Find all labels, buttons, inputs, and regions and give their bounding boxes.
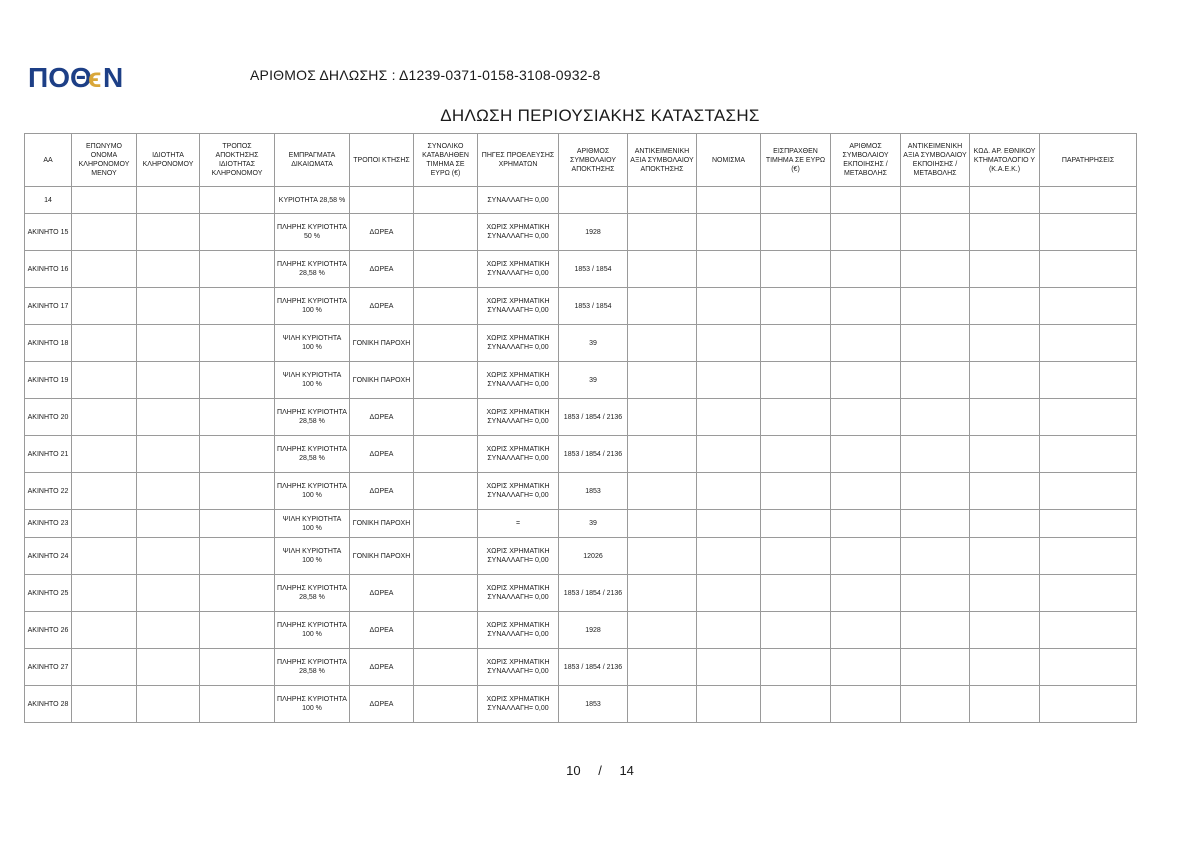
- header-row: [25, 134, 1137, 187]
- column-header: ΤΡΟΠΟΣ ΑΠΟΚΤΗΣΗΣ ΙΔΙΟΤΗΤΑΣ ΚΛΗΡΟΝΟΜΟΥ: [200, 134, 275, 187]
- table-cell: [901, 510, 970, 538]
- table-cell: [72, 251, 137, 288]
- table-cell: [697, 510, 761, 538]
- table-cell: 39: [559, 510, 628, 538]
- table-cell: [901, 251, 970, 288]
- table-cell: [761, 575, 831, 612]
- table-cell: [970, 362, 1040, 399]
- table-cell: ΠΛΗΡΗΣ ΚΥΡΙΟΤΗΤΑ 100 %: [275, 686, 350, 723]
- table-cell: [901, 399, 970, 436]
- table-cell: [697, 649, 761, 686]
- table-cell: [414, 436, 478, 473]
- table-cell: ΑΚΙΝΗΤΟ 18: [25, 325, 72, 362]
- table-cell: ΠΛΗΡΗΣ ΚΥΡΙΟΤΗΤΑ 50 %: [275, 214, 350, 251]
- column-header: ΠΑΡΑΤΗΡΗΣΕΙΣ: [1040, 134, 1137, 187]
- table-cell: [697, 686, 761, 723]
- table-cell: [137, 473, 200, 510]
- table-cell: 39: [559, 325, 628, 362]
- table-cell: [628, 473, 697, 510]
- table-cell: ΔΩΡΕΑ: [350, 575, 414, 612]
- table-cell: [72, 436, 137, 473]
- table-cell: 1853 / 1854: [559, 288, 628, 325]
- table-cell: [628, 649, 697, 686]
- table-cell: [1040, 214, 1137, 251]
- table-cell: [200, 436, 275, 473]
- table-cell: [559, 187, 628, 214]
- table-cell: 1853 / 1854: [559, 251, 628, 288]
- table-cell: ΔΩΡΕΑ: [350, 399, 414, 436]
- table-cell: [414, 649, 478, 686]
- table-cell: ΑΚΙΝΗΤΟ 22: [25, 473, 72, 510]
- table-cell: [970, 649, 1040, 686]
- table-cell: [414, 686, 478, 723]
- table-cell: 1853 / 1854 / 2136: [559, 436, 628, 473]
- table-cell: [901, 288, 970, 325]
- table-cell: [901, 187, 970, 214]
- table-body: [25, 187, 1137, 723]
- table-cell: [761, 686, 831, 723]
- table-cell: [200, 362, 275, 399]
- table-row: [25, 214, 1137, 251]
- table-cell: [761, 538, 831, 575]
- table-cell: [761, 325, 831, 362]
- table-cell: ΓΟΝΙΚΗ ΠΑΡΟΧΗ: [350, 510, 414, 538]
- table-cell: [200, 649, 275, 686]
- table-cell: ΑΚΙΝΗΤΟ 19: [25, 362, 72, 399]
- current-page: 10: [566, 763, 581, 778]
- table-cell: 1928: [559, 214, 628, 251]
- table-cell: [200, 187, 275, 214]
- table-cell: [901, 612, 970, 649]
- table-cell: [414, 473, 478, 510]
- table-cell: [137, 510, 200, 538]
- table-row: [25, 251, 1137, 288]
- table-cell: [970, 510, 1040, 538]
- table-cell: [697, 473, 761, 510]
- table-cell: [1040, 575, 1137, 612]
- table-cell: [831, 538, 901, 575]
- table-cell: [697, 399, 761, 436]
- table-cell: [628, 362, 697, 399]
- column-header: ΕΙΣΠΡΑΧΘΕΝ ΤΙΜΗΜΑ ΣΕ ΕΥΡΩ (€): [761, 134, 831, 187]
- table-cell: [831, 649, 901, 686]
- table-cell: ΧΩΡΙΣ ΧΡΗΜΑΤΙΚΗ ΣΥΝΑΛΛΑΓΗ= 0,00: [478, 362, 559, 399]
- column-header: ΑΝΤΙΚΕΙΜΕΝΙΚΗ ΑΞΙΑ ΣΥΜΒΟΛΑΙΟΥ ΕΚΠΟΙΗΣΗΣ / ΜΕΤΑΒΟΛΗΣ: [901, 134, 970, 187]
- table-cell: ΨΙΛΗ ΚΥΡΙΟΤΗΤΑ 100 %: [275, 510, 350, 538]
- table-cell: ΓΟΝΙΚΗ ΠΑΡΟΧΗ: [350, 362, 414, 399]
- table-cell: [628, 214, 697, 251]
- table-cell: ΓΟΝΙΚΗ ΠΑΡΟΧΗ: [350, 325, 414, 362]
- table-cell: [697, 187, 761, 214]
- table-cell: ΧΩΡΙΣ ΧΡΗΜΑΤΙΚΗ ΣΥΝΑΛΛΑΓΗ= 0,00: [478, 325, 559, 362]
- logo-letters-left: ΠΟΘ: [28, 62, 92, 92]
- table-cell: ΨΙΛΗ ΚΥΡΙΟΤΗΤΑ 100 %: [275, 538, 350, 575]
- table-cell: [72, 214, 137, 251]
- table-cell: [761, 436, 831, 473]
- table-cell: [970, 436, 1040, 473]
- table-cell: ΑΚΙΝΗΤΟ 17: [25, 288, 72, 325]
- table-cell: [628, 288, 697, 325]
- table-cell: [761, 649, 831, 686]
- table-cell: ΑΚΙΝΗΤΟ 21: [25, 436, 72, 473]
- table-cell: [901, 325, 970, 362]
- table-cell: 1853 / 1854 / 2136: [559, 575, 628, 612]
- table-cell: [414, 288, 478, 325]
- table-cell: [137, 214, 200, 251]
- table-cell: 1853: [559, 686, 628, 723]
- table-cell: ΨΙΛΗ ΚΥΡΙΟΤΗΤΑ 100 %: [275, 362, 350, 399]
- table-cell: ΠΛΗΡΗΣ ΚΥΡΙΟΤΗΤΑ 100 %: [275, 612, 350, 649]
- table-cell: ΔΩΡΕΑ: [350, 612, 414, 649]
- table-cell: ΠΛΗΡΗΣ ΚΥΡΙΟΤΗΤΑ 28,58 %: [275, 575, 350, 612]
- table-row: [25, 473, 1137, 510]
- table-cell: ΠΛΗΡΗΣ ΚΥΡΙΟΤΗΤΑ 28,58 %: [275, 399, 350, 436]
- table-cell: [901, 362, 970, 399]
- table-cell: [628, 251, 697, 288]
- table-cell: [1040, 436, 1137, 473]
- table-cell: 1853 / 1854 / 2136: [559, 399, 628, 436]
- table-cell: [831, 251, 901, 288]
- table-cell: [901, 649, 970, 686]
- column-header: ΑΡΙΘΜΟΣ ΣΥΜΒΟΛΑΙΟΥ ΕΚΠΟΙΗΣΗΣ /ΜΕΤΑΒΟΛΗΣ: [831, 134, 901, 187]
- table-cell: ΑΚΙΝΗΤΟ 27: [25, 649, 72, 686]
- table-cell: [72, 325, 137, 362]
- column-header: ΤΡΟΠΟΙ ΚΤΗΣΗΣ: [350, 134, 414, 187]
- table-cell: [831, 325, 901, 362]
- table-cell: [200, 473, 275, 510]
- table-cell: ΑΚΙΝΗΤΟ 24: [25, 538, 72, 575]
- table-row: [25, 510, 1137, 538]
- table-cell: [831, 399, 901, 436]
- table-row: [25, 362, 1137, 399]
- table-cell: ΚΥΡΙΟΤΗΤΑ 28,58 %: [275, 187, 350, 214]
- table-cell: ΑΚΙΝΗΤΟ 23: [25, 510, 72, 538]
- total-pages: 14: [619, 763, 634, 778]
- table-cell: [200, 288, 275, 325]
- table-cell: [697, 288, 761, 325]
- table-cell: [831, 473, 901, 510]
- table-cell: ΧΩΡΙΣ ΧΡΗΜΑΤΙΚΗ ΣΥΝΑΛΛΑΓΗ= 0,00: [478, 649, 559, 686]
- table-cell: [72, 510, 137, 538]
- table-cell: ΔΩΡΕΑ: [350, 251, 414, 288]
- page-separator: /: [598, 763, 602, 778]
- table-cell: [970, 538, 1040, 575]
- assets-table: [24, 133, 1137, 723]
- table-cell: [970, 325, 1040, 362]
- table-cell: [1040, 649, 1137, 686]
- table-cell: [970, 686, 1040, 723]
- table-cell: [414, 538, 478, 575]
- table-cell: [414, 575, 478, 612]
- table-cell: [414, 325, 478, 362]
- logo-letter-n: N: [103, 62, 124, 92]
- table-cell: [901, 214, 970, 251]
- table-cell: [901, 436, 970, 473]
- table-cell: [72, 612, 137, 649]
- table-cell: [697, 251, 761, 288]
- table-cell: [697, 362, 761, 399]
- table-row: [25, 612, 1137, 649]
- table-cell: [831, 362, 901, 399]
- table-cell: [628, 187, 697, 214]
- pothen-logo: [28, 62, 132, 92]
- table-cell: [697, 214, 761, 251]
- table-cell: 14: [25, 187, 72, 214]
- table-cell: [137, 251, 200, 288]
- table-cell: [72, 362, 137, 399]
- table-cell: ΔΩΡΕΑ: [350, 288, 414, 325]
- table-cell: [1040, 612, 1137, 649]
- table-cell: ΧΩΡΙΣ ΧΡΗΜΑΤΙΚΗ ΣΥΝΑΛΛΑΓΗ= 0,00: [478, 251, 559, 288]
- table-cell: [200, 399, 275, 436]
- table-row: [25, 575, 1137, 612]
- table-cell: ΧΩΡΙΣ ΧΡΗΜΑΤΙΚΗ ΣΥΝΑΛΛΑΓΗ= 0,00: [478, 288, 559, 325]
- table-cell: [970, 612, 1040, 649]
- column-header: ΑΑ: [25, 134, 72, 187]
- table-cell: [200, 510, 275, 538]
- table-cell: [831, 214, 901, 251]
- table-cell: [831, 288, 901, 325]
- column-header: ΝΟΜΙΣΜΑ: [697, 134, 761, 187]
- table-cell: [761, 187, 831, 214]
- table-cell: [414, 251, 478, 288]
- column-header: ΙΔΙΟΤΗΤΑ ΚΛΗΡΟΝΟΜΟΥ: [137, 134, 200, 187]
- table-cell: [414, 612, 478, 649]
- table-cell: [72, 288, 137, 325]
- table-cell: [1040, 686, 1137, 723]
- table-row: [25, 436, 1137, 473]
- table-cell: [831, 575, 901, 612]
- table-cell: [72, 187, 137, 214]
- table-row: [25, 686, 1137, 723]
- table-cell: [970, 399, 1040, 436]
- table-cell: [137, 399, 200, 436]
- table-cell: [1040, 251, 1137, 288]
- table-cell: [761, 510, 831, 538]
- table-cell: [137, 325, 200, 362]
- table-cell: [831, 436, 901, 473]
- table-cell: [628, 325, 697, 362]
- table-cell: [414, 187, 478, 214]
- column-header: ΕΜΠΡΑΓΜΑΤΑ ΔΙΚΑΙΩΜΑΤΑ: [275, 134, 350, 187]
- table-cell: [1040, 538, 1137, 575]
- table-cell: [628, 538, 697, 575]
- table-row: [25, 649, 1137, 686]
- table-cell: ΔΩΡΕΑ: [350, 686, 414, 723]
- column-header: ΣΥΝΟΛΙΚΟ ΚΑΤΑΒΛΗΘΕΝ ΤΙΜΗΜΑ ΣΕ ΕΥΡΩ (€): [414, 134, 478, 187]
- table-cell: [628, 575, 697, 612]
- table-cell: [137, 436, 200, 473]
- table-cell: ΧΩΡΙΣ ΧΡΗΜΑΤΙΚΗ ΣΥΝΑΛΛΑΓΗ= 0,00: [478, 399, 559, 436]
- table-cell: ΧΩΡΙΣ ΧΡΗΜΑΤΙΚΗ ΣΥΝΑΛΛΑΓΗ= 0,00: [478, 538, 559, 575]
- table-cell: [628, 399, 697, 436]
- table-cell: [1040, 473, 1137, 510]
- table-cell: [137, 649, 200, 686]
- table-cell: [831, 510, 901, 538]
- table-cell: [697, 325, 761, 362]
- table-cell: [137, 686, 200, 723]
- table-cell: ΧΩΡΙΣ ΧΡΗΜΑΤΙΚΗ ΣΥΝΑΛΛΑΓΗ= 0,00: [478, 473, 559, 510]
- table-cell: [628, 612, 697, 649]
- table-cell: [970, 473, 1040, 510]
- column-header: ΠΗΓΕΣ ΠΡΟΕΛΕΥΣΗΣ ΧΡΗΜΑΤΩΝ: [478, 134, 559, 187]
- table-cell: ΑΚΙΝΗΤΟ 16: [25, 251, 72, 288]
- table-cell: ΔΩΡΕΑ: [350, 436, 414, 473]
- page-title: ΔΗΛΩΣΗ ΠΕΡΙΟΥΣΙΑΚΗΣ ΚΑΤΑΣΤΑΣΗΣ: [440, 106, 760, 125]
- table-cell: [761, 399, 831, 436]
- table-cell: [628, 510, 697, 538]
- table-cell: [970, 575, 1040, 612]
- table-cell: [137, 575, 200, 612]
- table-row: [25, 325, 1137, 362]
- column-header: ΚΩΔ. ΑΡ. ΕΘΝΙΚΟΥ ΚΤΗΜΑΤΟΛΟΓΙΟ Υ (Κ.Α.Ε.Κ.): [970, 134, 1040, 187]
- table-cell: [831, 686, 901, 723]
- table-cell: ΑΚΙΝΗΤΟ 20: [25, 399, 72, 436]
- table-cell: [414, 362, 478, 399]
- table-cell: [761, 612, 831, 649]
- table-cell: [1040, 362, 1137, 399]
- table-cell: [628, 436, 697, 473]
- table-cell: ΠΛΗΡΗΣ ΚΥΡΙΟΤΗΤΑ 28,58 %: [275, 436, 350, 473]
- table-cell: [628, 686, 697, 723]
- table-cell: [970, 288, 1040, 325]
- table-cell: [414, 214, 478, 251]
- table-cell: ΔΩΡΕΑ: [350, 473, 414, 510]
- table-cell: [137, 538, 200, 575]
- table-row: [25, 288, 1137, 325]
- table-cell: ΑΚΙΝΗΤΟ 15: [25, 214, 72, 251]
- table-cell: ΧΩΡΙΣ ΧΡΗΜΑΤΙΚΗ ΣΥΝΑΛΛΑΓΗ= 0,00: [478, 686, 559, 723]
- table-cell: ΠΛΗΡΗΣ ΚΥΡΙΟΤΗΤΑ 28,58 %: [275, 251, 350, 288]
- table-cell: [200, 686, 275, 723]
- column-header: ΕΠΩΝΥΜΟ ΟΝΟΜΑ ΚΛΗΡΟΝΟΜΟΥ ΜΕΝΟΥ: [72, 134, 137, 187]
- table-cell: =: [478, 510, 559, 538]
- table-cell: ΨΙΛΗ ΚΥΡΙΟΤΗΤΑ 100 %: [275, 325, 350, 362]
- table-cell: [200, 325, 275, 362]
- table-cell: [350, 187, 414, 214]
- table-cell: ΔΩΡΕΑ: [350, 649, 414, 686]
- table-cell: [901, 575, 970, 612]
- table-cell: ΧΩΡΙΣ ΧΡΗΜΑΤΙΚΗ ΣΥΝΑΛΛΑΓΗ= 0,00: [478, 575, 559, 612]
- table-cell: ΣΥΝΑΛΛΑΓΗ= 0,00: [478, 187, 559, 214]
- table-cell: [137, 362, 200, 399]
- table-cell: [414, 399, 478, 436]
- table-cell: [1040, 187, 1137, 214]
- table-cell: [137, 288, 200, 325]
- table-cell: [697, 538, 761, 575]
- table-row: [25, 187, 1137, 214]
- table-cell: ΠΛΗΡΗΣ ΚΥΡΙΟΤΗΤΑ 100 %: [275, 473, 350, 510]
- table-row: [25, 399, 1137, 436]
- table-cell: [200, 251, 275, 288]
- table-cell: ΔΩΡΕΑ: [350, 214, 414, 251]
- table-cell: [970, 187, 1040, 214]
- table-cell: [761, 214, 831, 251]
- table-cell: [1040, 325, 1137, 362]
- table-cell: 12026: [559, 538, 628, 575]
- table-cell: [761, 362, 831, 399]
- logo-letter-e: ϵ: [88, 62, 102, 92]
- table-cell: 1853 / 1854 / 2136: [559, 649, 628, 686]
- table-cell: [200, 612, 275, 649]
- table-cell: [831, 187, 901, 214]
- table-cell: [137, 187, 200, 214]
- table-cell: [697, 575, 761, 612]
- table-cell: ΓΟΝΙΚΗ ΠΑΡΟΧΗ: [350, 538, 414, 575]
- table-cell: [72, 575, 137, 612]
- table-cell: [761, 473, 831, 510]
- table-cell: [831, 612, 901, 649]
- table-cell: [970, 214, 1040, 251]
- table-cell: [761, 251, 831, 288]
- table-cell: [761, 288, 831, 325]
- table-cell: [72, 473, 137, 510]
- table-cell: [72, 399, 137, 436]
- table-cell: [137, 612, 200, 649]
- table-cell: [414, 510, 478, 538]
- table-cell: [1040, 399, 1137, 436]
- table-cell: [697, 436, 761, 473]
- declaration-number: ΑΡΙΘΜΟΣ ΔΗΛΩΣΗΣ : Δ1239-0371-0158-3108-0932-8: [250, 67, 601, 83]
- table-cell: [72, 686, 137, 723]
- table-cell: [72, 538, 137, 575]
- table-cell: [901, 538, 970, 575]
- table-cell: 39: [559, 362, 628, 399]
- column-header: ΑΝΤΙΚΕΙΜΕΝΙΚΗ ΑΞΙΑ ΣΥΜΒΟΛΑΙΟΥ ΑΠΟΚΤΗΣΗΣ: [628, 134, 697, 187]
- table-cell: ΑΚΙΝΗΤΟ 26: [25, 612, 72, 649]
- table-cell: [200, 538, 275, 575]
- table-cell: [970, 251, 1040, 288]
- table-cell: ΧΩΡΙΣ ΧΡΗΜΑΤΙΚΗ ΣΥΝΑΛΛΑΓΗ= 0,00: [478, 612, 559, 649]
- table-row: [25, 538, 1137, 575]
- page-indicator: [0, 763, 1200, 778]
- table-cell: [200, 575, 275, 612]
- table-cell: [1040, 288, 1137, 325]
- table-cell: ΠΛΗΡΗΣ ΚΥΡΙΟΤΗΤΑ 28,58 %: [275, 649, 350, 686]
- table-cell: ΑΚΙΝΗΤΟ 28: [25, 686, 72, 723]
- table-cell: [200, 214, 275, 251]
- table-cell: ΑΚΙΝΗΤΟ 25: [25, 575, 72, 612]
- table-cell: [901, 473, 970, 510]
- table-cell: 1853: [559, 473, 628, 510]
- table-cell: ΠΛΗΡΗΣ ΚΥΡΙΟΤΗΤΑ 100 %: [275, 288, 350, 325]
- table-cell: [697, 612, 761, 649]
- table-cell: ΧΩΡΙΣ ΧΡΗΜΑΤΙΚΗ ΣΥΝΑΛΛΑΓΗ= 0,00: [478, 214, 559, 251]
- table-cell: 1928: [559, 612, 628, 649]
- table-cell: [901, 686, 970, 723]
- table-cell: ΧΩΡΙΣ ΧΡΗΜΑΤΙΚΗ ΣΥΝΑΛΛΑΓΗ= 0,00: [478, 436, 559, 473]
- column-header: ΑΡΙΘΜΟΣ ΣΥΜΒΟΛΑΙΟΥ ΑΠΟΚΤΗΣΗΣ: [559, 134, 628, 187]
- table-cell: [72, 649, 137, 686]
- table-cell: [1040, 510, 1137, 538]
